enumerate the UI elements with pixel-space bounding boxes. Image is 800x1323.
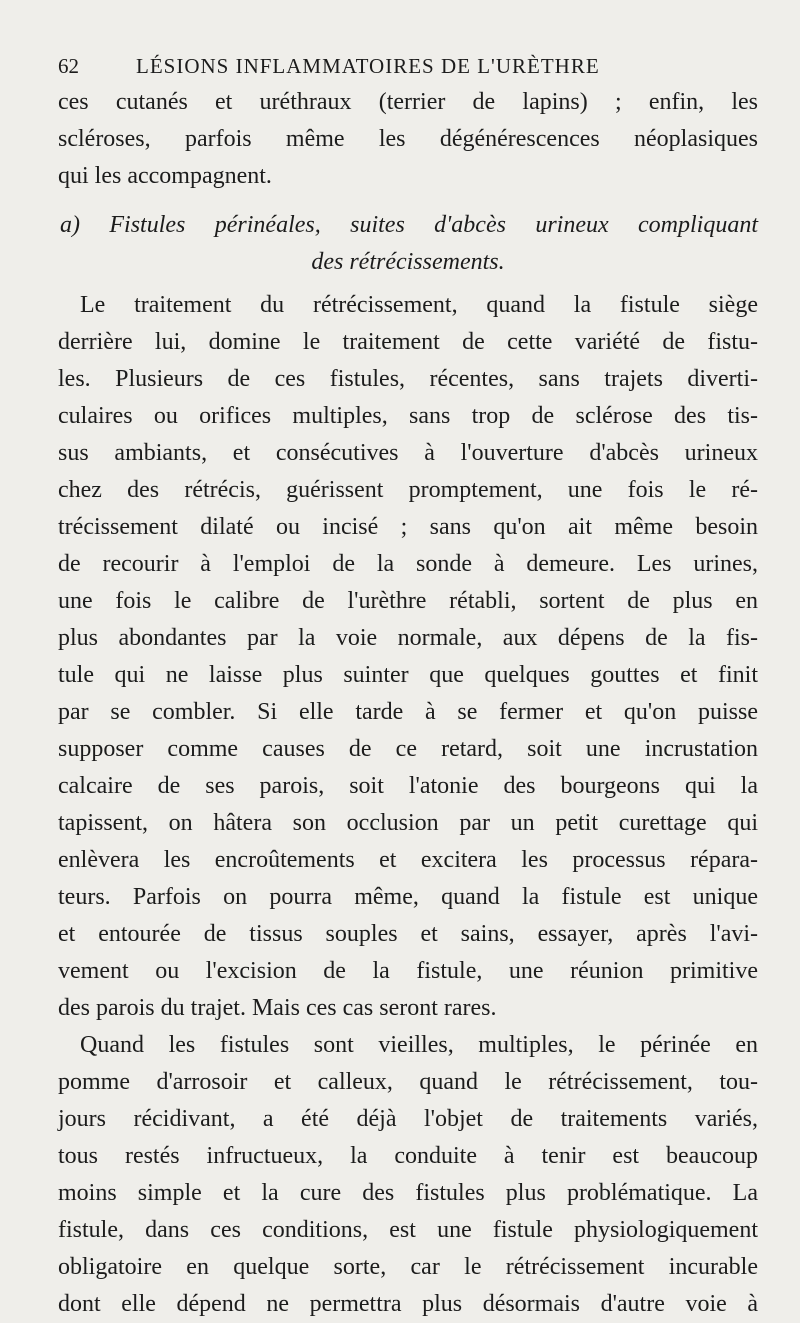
text-line: jours récidivant, a été déjà l'objet de traitements variés, [58, 1106, 758, 1132]
subheading-line [58, 244, 758, 281]
text-line: enlèvera les encroûtements et excitera les processus répara- [58, 847, 758, 873]
page-number: 62 [58, 54, 79, 78]
text-line: sus ambiants, et consécutives à l'ouverture d'abcès urineux [58, 440, 758, 466]
text-line: scléroses, parfois même les dégénérescences néoplasiques [58, 126, 758, 152]
text-line: tapissent, on hâtera son occlusion par un petit curettage qui [58, 810, 758, 836]
text-line: supposer comme causes de ce retard, soit une incrustation [58, 736, 758, 762]
text-line: chez des rétrécis, guérissent promptement, une fois le ré- [58, 477, 758, 503]
text-line: obligatoire en quelque sorte, car le rétrécissement incurable [58, 1254, 758, 1280]
running-title: LÉSIONS INFLAMMATOIRES DE L'URÈTHRE [136, 54, 600, 78]
text-line: moins simple et la cure des fistules plus problématique. La [58, 1180, 758, 1206]
text-line: trécissement dilaté ou incisé ; sans qu'on ait même besoin [58, 514, 758, 540]
text-line: Le traitement du rétrécissement, quand la fistule siège [80, 292, 758, 318]
text-line: derrière lui, domine le traitement de cette variété de fistu- [58, 329, 758, 355]
text-line: de recourir à l'emploi de la sonde à demeure. Les urines, [58, 551, 758, 577]
text-line: plus abondantes par la voie normale, aux dépens de la fis- [58, 625, 758, 651]
text-line: tous restés infructueux, la conduite à tenir est beaucoup [58, 1143, 758, 1169]
section-subheading [58, 207, 758, 281]
text-line: des parois du trajet. Mais ces cas seront rares. [58, 995, 497, 1021]
page-header [58, 40, 758, 78]
subheading-letter: a) [60, 212, 80, 238]
text-line: les. Plusieurs de ces fistules, récentes, sans trajets diverti- [58, 366, 758, 392]
text-line: ces cutanés et uréthraux (terrier de lapins) ; enfin, les [58, 89, 758, 115]
text-line: teurs. Parfois on pourra même, quand la fistule est unique [58, 884, 758, 910]
subheading-line [58, 207, 758, 244]
text-line: une fois le calibre de l'urèthre rétabli, sortent de plus en [58, 588, 758, 614]
paragraph-2 [58, 1027, 758, 1323]
intro-text [58, 84, 758, 195]
paragraph-1 [58, 287, 758, 1027]
subheading-text: Fistules périnéales, suites d'abcès urineux compliquant [109, 212, 759, 238]
subheading-text-continued: des rétrécissements. [311, 249, 505, 275]
text-line: par se combler. Si elle tarde à se fermer et qu'on puisse [58, 699, 758, 725]
text-line: tule qui ne laisse plus suinter que quelques gouttes et finit [58, 662, 758, 688]
text-line: vement ou l'excision de la fistule, une réunion primitive [58, 958, 758, 984]
text-line: pomme d'arrosoir et calleux, quand le rétrécissement, tou- [58, 1069, 758, 1095]
text-line: et entourée de tissus souples et sains, essayer, après l'avi- [58, 921, 758, 947]
text-line: fistule, dans ces conditions, est une fistule physiologiquement [58, 1217, 758, 1243]
text-line: dont elle dépend ne permettra plus désormais d'autre voie à [58, 1291, 758, 1317]
text-line: calcaire de ses parois, soit l'atonie des bourgeons qui la [58, 773, 758, 799]
book-page [58, 40, 758, 1323]
text-line: qui les accompagnent. [58, 163, 272, 189]
text-line: Quand les fistules sont vieilles, multiples, le périnée en [80, 1032, 758, 1058]
text-line: culaires ou orifices multiples, sans trop de sclérose des tis- [58, 403, 758, 429]
